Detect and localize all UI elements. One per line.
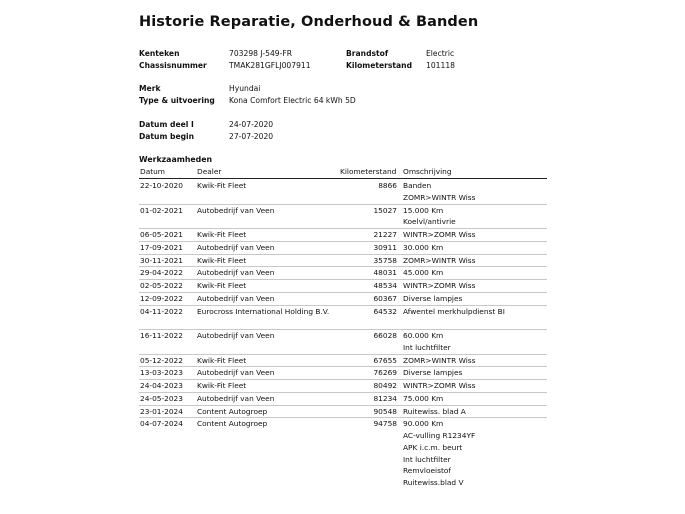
row-omschrijving: WINTR>ZOMR Wiss [403,230,476,239]
row-omschrijving: Ruitewiss. blad A [403,406,466,416]
table-row [139,367,547,380]
type-value: Kona Comfort Electric 64 kWh 5D [229,96,356,105]
row-omschrijving: ZOMR>WINTR Wiss [403,192,476,202]
row-kilometerstand: 30911 [373,242,397,252]
row-omschrijving: 15.000 Km [403,205,444,215]
table-row [139,355,547,368]
row-dealer: Kwik-Fit Fleet [197,355,247,365]
row-omschrijving: ZOMR>WINTR Wiss [403,355,476,365]
col-header-omschrijving: Omschrijving [403,167,452,176]
type-label: Type & uitvoering [139,96,215,105]
table-row [139,380,547,393]
row-kilometerstand: 76269 [373,368,397,378]
table-row [139,242,547,255]
kenteken-label: Kenteken [139,49,180,58]
row-date: 24-05-2023 [140,393,183,403]
row-kilometerstand: 48534 [373,281,397,290]
table-row [139,180,547,205]
row-kilometerstand: 94758 [373,419,397,429]
datum-begin-value: 27-07-2020 [229,132,274,141]
row-kilometerstand: 60367 [373,293,397,303]
kilometerstand-label: Kilometerstand [346,61,413,70]
row-date: 04-07-2024 [140,419,183,429]
row-dealer: Kwik-Fit Fleet [197,255,247,265]
row-omschrijving: 75.000 Km [403,393,444,403]
row-dealer: Autobedrijf van Veen [197,331,275,340]
row-date: 17-09-2021 [140,242,183,252]
row-omschrijving: Int luchtfilter [403,342,451,352]
row-dealer: Kwik-Fit Fleet [197,230,247,239]
table-row [139,330,547,355]
row-omschrijving: WINTR>ZOMR Wiss [403,381,476,390]
row-omschrijving: APK i.c.m. beurt [403,442,463,452]
row-omschrijving: Ruitewiss.blad V [403,478,464,487]
row-omschrijving: ZOMR>WINTR Wiss [403,255,476,265]
row-omschrijving: Banden [403,181,432,190]
col-header-datum: Datum [140,167,166,176]
chassis-label: Chassisnummer [139,61,207,70]
row-omschrijving: Diverse lampjes [403,368,463,378]
datum-begin-label: Datum begin [139,132,195,141]
row-dealer: Autobedrijf van Veen [197,393,275,403]
table-row [139,393,547,406]
row-dealer: Autobedrijf van Veen [197,268,275,278]
row-dealer: Autobedrijf van Veen [197,242,275,252]
page-title: Historie Reparatie, Onderhoud & Banden [139,14,479,30]
row-dealer: Kwik-Fit Fleet [197,281,247,290]
row-date: 23-01-2024 [140,406,183,416]
row-dealer: Eurocross International Holding B.V. [197,306,330,316]
row-date: 30-11-2021 [140,255,183,265]
row-kilometerstand: 21227 [373,230,397,239]
table-row [139,306,547,331]
row-kilometerstand: 67655 [373,355,397,365]
row-dealer: Content Autogroep [197,406,268,416]
row-kilometerstand: 66028 [373,331,397,340]
merk-label: Merk [139,84,161,93]
datum-deel-label: Datum deel I [139,120,194,129]
row-omschrijving: Diverse lampjes [403,293,463,303]
row-date: 05-12-2022 [140,355,183,365]
row-dealer: Kwik-Fit Fleet [197,181,247,190]
col-header-dealer: Dealer [197,167,222,176]
table-row [139,255,547,268]
row-kilometerstand: 64532 [373,306,397,316]
row-date: 24-04-2023 [140,381,183,390]
merk-value: Hyundai [229,84,261,93]
kilometerstand-value: 101118 [426,61,455,70]
row-date: 13-03-2023 [140,368,183,378]
row-date: 29-04-2022 [140,268,183,278]
table-row [139,280,547,293]
row-date: 06-05-2021 [140,230,183,239]
row-date: 01-02-2021 [140,205,183,215]
row-date: 16-11-2022 [140,331,183,340]
werkzaamheden-table [139,180,547,489]
row-kilometerstand: 15027 [373,205,397,215]
brandstof-label: Brandstof [346,49,389,58]
row-date: 12-09-2022 [140,293,183,303]
table-row [139,293,547,306]
table-header [139,167,547,179]
row-kilometerstand: 8866 [378,181,397,190]
row-omschrijving: Afwentel merkhulpdienst BI [403,306,505,316]
row-dealer: Autobedrijf van Veen [197,368,275,378]
row-kilometerstand: 81234 [373,393,397,403]
table-row [139,205,547,230]
table-row [139,267,547,280]
col-header-kilometerstand: Kilometerstand [340,167,397,176]
row-dealer: Autobedrijf van Veen [197,293,275,303]
row-omschrijving: Koelvl/antivrie [403,217,456,227]
row-omschrijving: 60.000 Km [403,331,444,340]
chassis-value: TMAK281GFLJ007911 [229,61,311,70]
brandstof-value: Electric [426,49,455,58]
row-date: 22-10-2020 [140,181,183,190]
kenteken-value: 703298 J-549-FR [229,49,292,58]
table-row [139,406,547,419]
row-kilometerstand: 90548 [373,406,397,416]
row-omschrijving: Int luchtfilter [403,454,451,464]
row-kilometerstand: 48031 [373,268,397,278]
row-dealer: Content Autogroep [197,419,268,429]
row-omschrijving: 90.000 Km [403,419,444,429]
row-omschrijving: 30.000 Km [403,242,444,252]
table-row [139,418,547,489]
row-dealer: Autobedrijf van Veen [197,205,275,215]
row-dealer: Kwik-Fit Fleet [197,381,247,390]
row-kilometerstand: 35758 [373,255,397,265]
row-omschrijving: WINTR>ZOMR Wiss [403,281,476,290]
table-row [139,229,547,242]
row-omschrijving: Remvloeistof [403,466,451,476]
row-date: 02-05-2022 [140,281,183,290]
row-date: 04-11-2022 [140,306,183,316]
werkzaamheden-heading: Werkzaamheden [139,155,213,164]
row-kilometerstand: 80492 [373,381,397,390]
row-omschrijving: 45.000 Km [403,268,444,278]
datum-deel-value: 24-07-2020 [229,120,274,129]
row-omschrijving: AC-vulling R1234YF [403,431,476,440]
